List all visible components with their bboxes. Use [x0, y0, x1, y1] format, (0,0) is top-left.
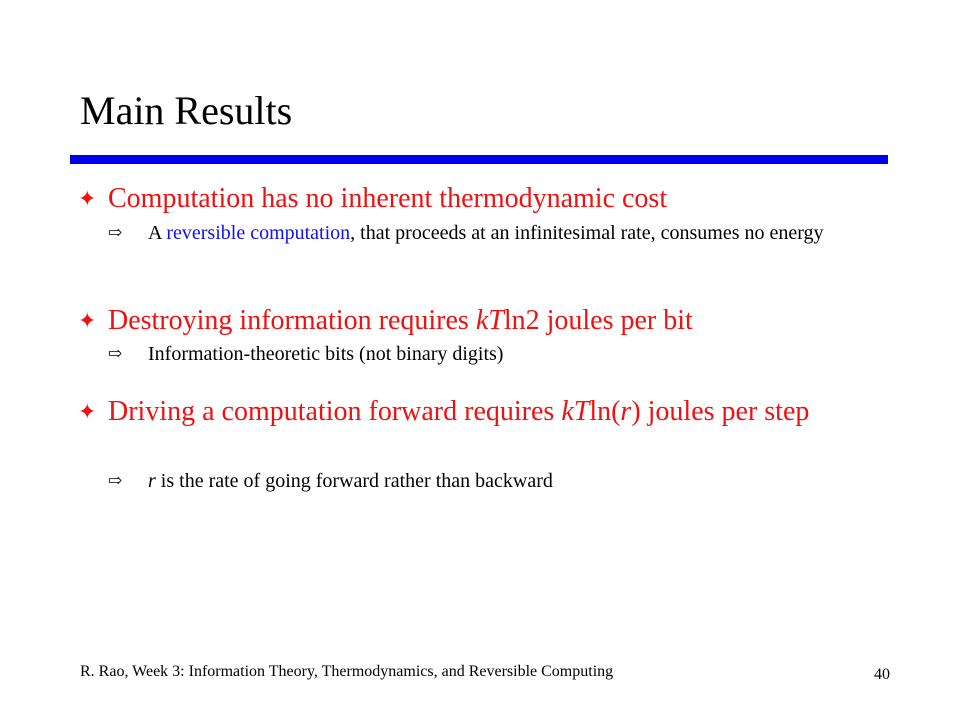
- sub-bullet-2-text: Information-theoretic bits (not binary digits): [148, 343, 504, 365]
- bullet-2-post: ln2 joules per bit: [503, 305, 693, 336]
- four-point-star-icon: ✦: [78, 186, 97, 211]
- sub-bullet-1-post: , that proceeds at an infinitesimal rate, consumes no energy: [350, 222, 824, 244]
- sub-bullet-2: [108, 339, 848, 369]
- sub-bullet-1-pre: A: [148, 222, 167, 244]
- bullet-3-pre: Driving a computation forward requires: [108, 396, 562, 427]
- bullet-2-pre: Destroying information requires: [108, 305, 476, 336]
- bullet-2-text: [108, 302, 898, 340]
- sub-bullet-1-text: [148, 218, 848, 248]
- bullet-2-italic: kT: [475, 305, 504, 336]
- sub-bullet-3-body: is the rate of going forward rather than backward: [155, 470, 553, 492]
- arrow-right-icon: ⇨: [108, 471, 123, 490]
- slide-title: Main Results: [80, 88, 293, 133]
- bullet-3-italic-r: r: [620, 396, 632, 427]
- sub-bullet-1: [108, 218, 848, 248]
- bullet-3-post: ) joules per step: [631, 396, 810, 427]
- arrow-right-icon: ⇨: [108, 223, 123, 242]
- bullet-3: [78, 393, 898, 431]
- bullet-3-italic-kt: kT: [561, 396, 590, 427]
- bullet-3-mid: ln(: [589, 396, 621, 427]
- arrow-right-icon: ⇨: [108, 344, 123, 363]
- footer-citation: R. Rao, Week 3: Information Theory, Thermodynamics, and Reversible Computing: [80, 663, 614, 680]
- sub-bullet-3-text: [148, 466, 848, 496]
- page-number: 40: [874, 666, 890, 683]
- sub-bullet-3-italic: r: [148, 470, 156, 492]
- bullet-2: [78, 302, 898, 340]
- title-divider: [70, 155, 888, 164]
- bullet-1-text: Computation has no inherent thermodynamic cost: [108, 183, 668, 214]
- bullet-1: [78, 180, 898, 218]
- sub-bullet-3: [108, 466, 848, 496]
- sub-bullet-1-highlight: reversible computation: [166, 222, 351, 244]
- four-point-star-icon: ✦: [78, 399, 97, 424]
- four-point-star-icon: ✦: [78, 308, 97, 333]
- bullet-3-text: [108, 393, 898, 431]
